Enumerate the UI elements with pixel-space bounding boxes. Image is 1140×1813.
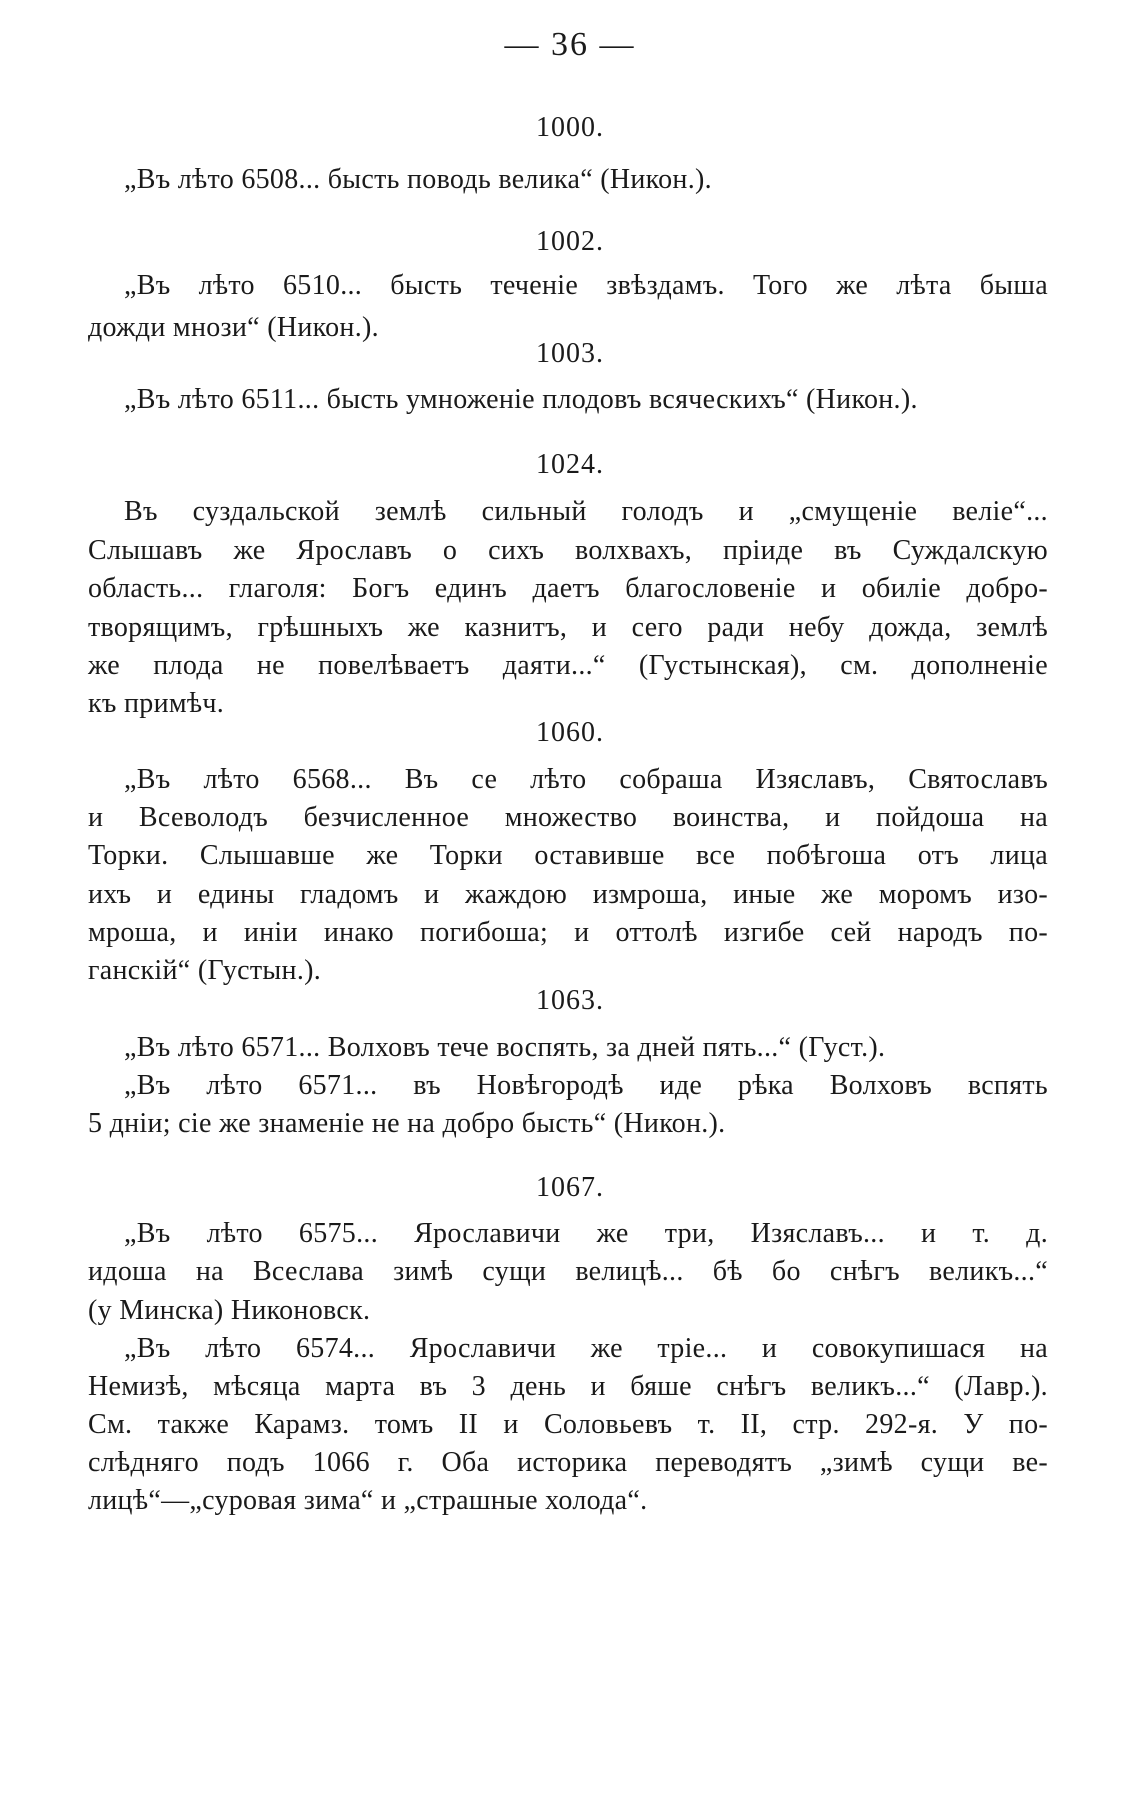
- text-line: „Въ лѣто 6574... Ярославичи же тріе... и совокупишася на: [124, 1333, 1048, 1364]
- year-heading-1003: 1003.: [536, 338, 604, 369]
- text-line: лицѣ“—„суровая зима“ и „страшные холода“.: [88, 1485, 648, 1516]
- text-line: „Въ лѣто 6571... Волховъ тече воспять, за дней пять...“ (Густ.).: [124, 1032, 886, 1063]
- text-line: Торки. Слышавше же Торки оставивше все побѣгоша отъ лица: [88, 840, 1048, 871]
- text-line: „Въ лѣто 6508... бысть поводь велика“ (Никон.).: [124, 164, 712, 195]
- text-line: слѣдняго подъ 1066 г. Оба историка переводятъ „зимѣ сущи ве-: [88, 1447, 1048, 1478]
- text-line: „Въ лѣто 6575... Ярославичи же три, Изяславъ... и т. д.: [124, 1218, 1048, 1249]
- text-line: „Въ лѣто 6568... Въ се лѣто собраша Изяславъ, Святославъ: [124, 764, 1048, 795]
- text-line: Слышавъ же Ярославъ о сихъ волхвахъ, пріиде въ Суждалскую: [88, 535, 1048, 566]
- text-line: Въ суздальской землѣ сильный голодъ и „смущеніе веліе“...: [124, 496, 1048, 527]
- text-line: „Въ лѣто 6510... бысть теченіе звѣздамъ. Того же лѣта быша: [124, 270, 1048, 301]
- text-line: ихъ и едины гладомъ и жаждою измроша, иные же моромъ изо-: [88, 879, 1048, 910]
- text-line: дожди мнози“ (Никон.).: [88, 312, 379, 343]
- year-heading-1002: 1002.: [536, 226, 604, 257]
- text-line: къ примѣч.: [88, 688, 225, 719]
- text-line: Немизѣ, мѣсяца марта въ 3 день и бяше снѣгъ великъ...“ (Лавр.).: [88, 1371, 1048, 1402]
- text-line: область... глаголя: Богъ единъ даетъ благословеніе и обиліе добро-: [88, 573, 1048, 604]
- text-line: мроша, и иніи инако погибоша; и оттолѣ изгибе сей народъ по-: [88, 917, 1048, 948]
- text-line: См. также Карамз. томъ II и Соловьевъ т. II, стр. 292-я. У по-: [88, 1409, 1048, 1440]
- text-line: 5 дніи; сіе же знаменіе не на добро бысть“ (Никон.).: [88, 1108, 726, 1139]
- year-heading-1000: 1000.: [536, 112, 604, 143]
- text-line: ганскій“ (Густын.).: [88, 955, 322, 986]
- text-line: „Въ лѣто 6571... въ Новѣгородѣ иде рѣка Волховъ вспять: [124, 1070, 1048, 1101]
- text-line: творящимъ, грѣшныхъ же казнитъ, и сего ради небу дожда, землѣ: [88, 612, 1048, 643]
- year-heading-1060: 1060.: [536, 717, 604, 748]
- page-number: — 36 —: [504, 26, 636, 63]
- year-heading-1024: 1024.: [536, 449, 604, 480]
- text-line: идоша на Всеслава зимѣ сущи велицѣ... бѣ бо снѣгъ великъ...“: [88, 1256, 1048, 1287]
- text-line: и Всеволодъ безчисленное множество воинства, и пойдоша на: [88, 802, 1048, 833]
- year-heading-1067: 1067.: [536, 1172, 604, 1203]
- text-line: „Въ лѣто 6511... бысть умноженіе плодовъ всяческихъ“ (Никон.).: [124, 384, 918, 415]
- text-line: же плода не повелѣваетъ даяти...“ (Густынская), см. дополненіе: [88, 650, 1048, 681]
- year-heading-1063: 1063.: [536, 985, 604, 1016]
- text-line: (у Минска) Никоновск.: [88, 1295, 371, 1326]
